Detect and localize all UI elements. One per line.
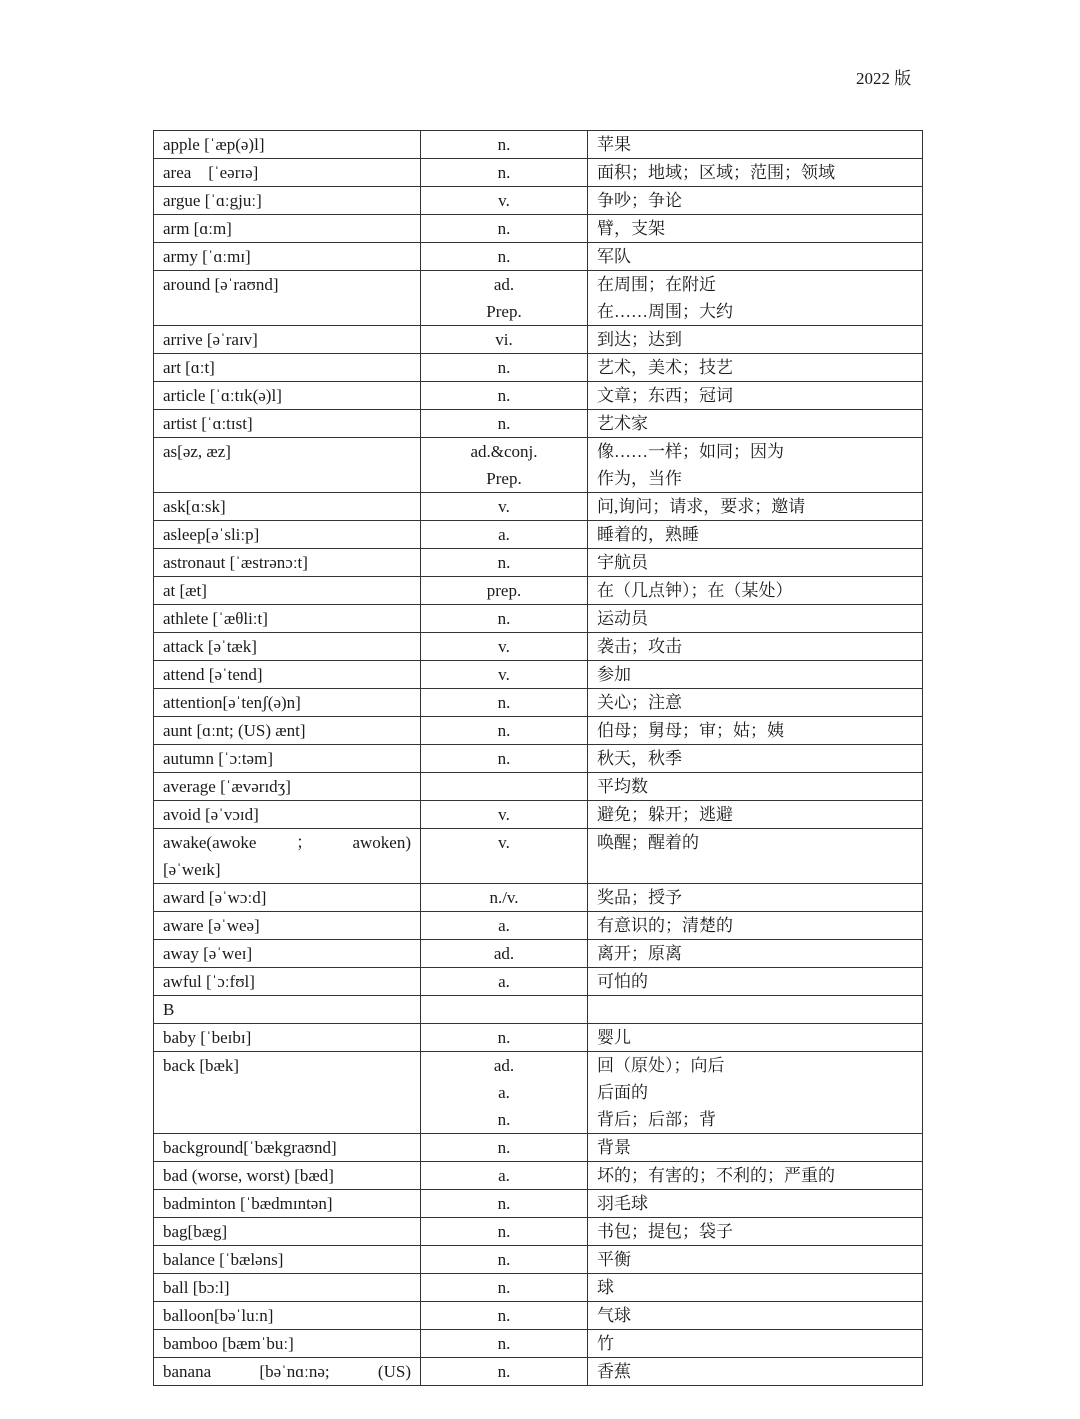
part-of-speech: v. bbox=[498, 665, 510, 684]
word-cell bbox=[154, 159, 421, 187]
word-cell bbox=[154, 382, 421, 410]
part-of-speech-cell bbox=[421, 1134, 588, 1162]
part-of-speech-cell bbox=[421, 1358, 588, 1386]
word-cell bbox=[154, 243, 421, 271]
part-of-speech: Prep. bbox=[486, 302, 522, 321]
word-text: art [ɑːt] bbox=[163, 358, 215, 377]
meaning-cell bbox=[588, 884, 923, 912]
word-line bbox=[163, 1358, 411, 1385]
meaning-text: 艺术家 bbox=[597, 414, 648, 433]
table-row bbox=[154, 745, 923, 773]
word-cell bbox=[154, 912, 421, 940]
vocabulary-table bbox=[153, 130, 923, 1386]
table-row bbox=[154, 1190, 923, 1218]
meaning-cell bbox=[588, 912, 923, 940]
table-row bbox=[154, 912, 923, 940]
part-of-speech-cell bbox=[421, 410, 588, 438]
word-text: back [bæk] bbox=[163, 1056, 240, 1075]
table-row bbox=[154, 689, 923, 717]
table-row bbox=[154, 1358, 923, 1386]
part-of-speech-cell bbox=[421, 549, 588, 577]
meaning-cell bbox=[588, 829, 923, 884]
word-text: artist [ˈɑːtɪst] bbox=[163, 414, 253, 433]
word-text: attend [əˈtend] bbox=[163, 665, 263, 684]
word-text: bad (worse, worst) [bæd] bbox=[163, 1166, 334, 1185]
word-text: around [əˈraʊnd] bbox=[163, 275, 279, 294]
table-row bbox=[154, 215, 923, 243]
table-row bbox=[154, 243, 923, 271]
meaning-cell bbox=[588, 493, 923, 521]
word-text: at [æt] bbox=[163, 581, 207, 600]
meaning-text: 回（原处）；向后 bbox=[597, 1056, 725, 1075]
part-of-speech-cell bbox=[421, 1052, 588, 1134]
table-row bbox=[154, 801, 923, 829]
meaning-cell bbox=[588, 271, 923, 326]
meaning-cell bbox=[588, 1052, 923, 1134]
word-cell bbox=[154, 131, 421, 159]
word-text: [bəˈnɑːnə; bbox=[259, 1362, 330, 1381]
meaning-cell bbox=[588, 1134, 923, 1162]
meaning-text: 离开；原离 bbox=[597, 944, 682, 963]
table-row bbox=[154, 521, 923, 549]
part-of-speech-cell bbox=[421, 354, 588, 382]
meaning-cell bbox=[588, 187, 923, 215]
part-of-speech: v. bbox=[498, 637, 510, 656]
table-row bbox=[154, 1162, 923, 1190]
part-of-speech-cell bbox=[421, 717, 588, 745]
meaning-text: 关心；注意 bbox=[597, 693, 682, 712]
word-text: (US) bbox=[377, 1362, 411, 1381]
word-text: argue [ˈɑːgjuː] bbox=[163, 191, 262, 210]
table-row bbox=[154, 549, 923, 577]
table-row bbox=[154, 577, 923, 605]
part-of-speech: n. bbox=[497, 135, 511, 154]
part-of-speech-cell bbox=[421, 187, 588, 215]
meaning-text: 参加 bbox=[597, 665, 631, 684]
word-text: area [ˈeərɪə] bbox=[163, 163, 259, 182]
part-of-speech: n. bbox=[497, 1028, 511, 1047]
table-row bbox=[154, 382, 923, 410]
part-of-speech-cell bbox=[421, 633, 588, 661]
part-of-speech: n. bbox=[497, 1334, 511, 1353]
table-row bbox=[154, 271, 923, 326]
word-text: balloon[bəˈluːn] bbox=[163, 1306, 274, 1325]
part-of-speech-cell bbox=[421, 1274, 588, 1302]
part-of-speech: ad.&conj. bbox=[470, 442, 538, 461]
word-text: B bbox=[163, 1000, 175, 1019]
word-cell bbox=[154, 1218, 421, 1246]
table-row bbox=[154, 159, 923, 187]
word-cell bbox=[154, 187, 421, 215]
part-of-speech-cell bbox=[421, 438, 588, 493]
word-text: [əˈweɪk] bbox=[163, 860, 221, 879]
word-text: ball [bɔːl] bbox=[163, 1278, 230, 1297]
table-row bbox=[154, 410, 923, 438]
table-row bbox=[154, 354, 923, 382]
meaning-cell bbox=[588, 717, 923, 745]
meaning-text: 到达；达到 bbox=[597, 330, 682, 349]
part-of-speech: n. bbox=[497, 1222, 511, 1241]
part-of-speech: n. bbox=[497, 553, 511, 572]
word-cell bbox=[154, 271, 421, 326]
word-text: as[əz, æz] bbox=[163, 442, 231, 461]
word-cell bbox=[154, 801, 421, 829]
word-cell bbox=[154, 661, 421, 689]
table-row bbox=[154, 1134, 923, 1162]
table-row bbox=[154, 773, 923, 801]
word-cell bbox=[154, 549, 421, 577]
meaning-text: 背后；后部；背 bbox=[597, 1110, 716, 1129]
meaning-text: 像……一样；如同；因为 bbox=[597, 442, 784, 461]
meaning-cell bbox=[588, 215, 923, 243]
meaning-cell bbox=[588, 243, 923, 271]
part-of-speech-cell bbox=[421, 493, 588, 521]
meaning-text: 球 bbox=[597, 1278, 614, 1297]
word-cell bbox=[154, 1274, 421, 1302]
part-of-speech: a. bbox=[498, 525, 510, 544]
meaning-cell bbox=[588, 745, 923, 773]
part-of-speech: a. bbox=[498, 916, 510, 935]
word-text: aunt [ɑːnt; (US) ænt] bbox=[163, 721, 306, 740]
meaning-cell bbox=[588, 633, 923, 661]
meaning-text: 婴儿 bbox=[597, 1028, 631, 1047]
part-of-speech-cell bbox=[421, 1162, 588, 1190]
word-cell bbox=[154, 773, 421, 801]
meaning-text: 香蕉 bbox=[597, 1362, 631, 1381]
part-of-speech-cell bbox=[421, 577, 588, 605]
meaning-cell bbox=[588, 605, 923, 633]
word-text: attention[əˈtenʃ(ə)n] bbox=[163, 693, 301, 712]
part-of-speech-cell bbox=[421, 1218, 588, 1246]
meaning-text: 平衡 bbox=[597, 1250, 631, 1269]
part-of-speech-cell bbox=[421, 159, 588, 187]
meaning-cell bbox=[588, 131, 923, 159]
part-of-speech: n. bbox=[497, 1278, 511, 1297]
meaning-text: 坏的；有害的；不利的；严重的 bbox=[597, 1166, 835, 1185]
part-of-speech: n. bbox=[497, 1362, 511, 1381]
meaning-cell bbox=[588, 438, 923, 493]
word-text: arrive [əˈraɪv] bbox=[163, 330, 258, 349]
word-text: ； bbox=[295, 833, 313, 852]
part-of-speech: n. bbox=[497, 1306, 511, 1325]
part-of-speech-cell bbox=[421, 829, 588, 884]
meaning-cell bbox=[588, 1302, 923, 1330]
word-cell bbox=[154, 1330, 421, 1358]
meaning-text: 平均数 bbox=[597, 777, 648, 796]
word-text: ask[ɑːsk] bbox=[163, 497, 226, 516]
part-of-speech: n. bbox=[497, 163, 511, 182]
part-of-speech-cell bbox=[421, 912, 588, 940]
meaning-cell bbox=[588, 577, 923, 605]
part-of-speech: n. bbox=[497, 693, 511, 712]
table-row bbox=[154, 1052, 923, 1134]
word-text: aware [əˈweə] bbox=[163, 916, 260, 935]
word-cell bbox=[154, 1190, 421, 1218]
meaning-text: 在（几点钟）；在（某处） bbox=[597, 581, 793, 600]
meaning-text: 运动员 bbox=[597, 609, 648, 628]
table-row bbox=[154, 1330, 923, 1358]
part-of-speech: ad. bbox=[493, 1056, 515, 1075]
meaning-cell bbox=[588, 661, 923, 689]
meaning-text: 后面的 bbox=[597, 1083, 648, 1102]
part-of-speech: v. bbox=[498, 805, 510, 824]
meaning-text: 书包；提包；袋子 bbox=[597, 1222, 733, 1241]
word-cell bbox=[154, 1302, 421, 1330]
word-cell bbox=[154, 605, 421, 633]
part-of-speech: n. bbox=[497, 1194, 511, 1213]
part-of-speech-cell bbox=[421, 773, 588, 801]
word-text: apple [ˈæp(ə)l] bbox=[163, 135, 265, 154]
part-of-speech: v. bbox=[498, 833, 510, 852]
part-of-speech: Prep. bbox=[486, 469, 522, 488]
part-of-speech-cell bbox=[421, 521, 588, 549]
table-row bbox=[154, 968, 923, 996]
part-of-speech bbox=[430, 773, 578, 800]
part-of-speech: ad. bbox=[493, 944, 515, 963]
word-cell bbox=[154, 745, 421, 773]
word-text: bag[bæg] bbox=[163, 1222, 228, 1241]
meaning-text: 臂，支架 bbox=[597, 219, 665, 238]
part-of-speech: a. bbox=[498, 1166, 510, 1185]
part-of-speech: n. bbox=[497, 749, 511, 768]
part-of-speech-cell bbox=[421, 745, 588, 773]
meaning-cell bbox=[588, 410, 923, 438]
table-row bbox=[154, 717, 923, 745]
word-text: baby [ˈbeɪbɪ] bbox=[163, 1028, 252, 1047]
meaning-cell bbox=[588, 1190, 923, 1218]
word-cell bbox=[154, 689, 421, 717]
meaning-text: 在周围；在附近 bbox=[597, 275, 716, 294]
table-row bbox=[154, 996, 923, 1024]
word-cell bbox=[154, 940, 421, 968]
meaning-text bbox=[597, 996, 913, 1023]
meaning-text: 文章；东西；冠词 bbox=[597, 386, 733, 405]
meaning-cell bbox=[588, 354, 923, 382]
table-row bbox=[154, 1302, 923, 1330]
meaning-cell bbox=[588, 801, 923, 829]
meaning-text: 军队 bbox=[597, 247, 631, 266]
part-of-speech: n. bbox=[497, 609, 511, 628]
meaning-text: 秋天，秋季 bbox=[597, 749, 682, 768]
word-text: average [ˈævərɪdʒ] bbox=[163, 777, 291, 796]
meaning-text: 有意识的；清楚的 bbox=[597, 916, 733, 935]
word-text: attack [əˈtæk] bbox=[163, 637, 257, 656]
meaning-cell bbox=[588, 1330, 923, 1358]
meaning-text: 问,询问；请求，要求；邀请 bbox=[597, 497, 806, 516]
meaning-text: 伯母；舅母；审；姑；姨 bbox=[597, 721, 784, 740]
table-row bbox=[154, 1246, 923, 1274]
meaning-text: 苹果 bbox=[597, 135, 631, 154]
part-of-speech-cell bbox=[421, 382, 588, 410]
word-text: bamboo [bæmˈbuː] bbox=[163, 1334, 294, 1353]
table-row bbox=[154, 493, 923, 521]
word-text: athlete [ˈæθliːt] bbox=[163, 609, 268, 628]
word-text: away [əˈweɪ] bbox=[163, 944, 253, 963]
part-of-speech-cell bbox=[421, 1302, 588, 1330]
word-cell bbox=[154, 968, 421, 996]
meaning-cell bbox=[588, 996, 923, 1024]
table-row bbox=[154, 884, 923, 912]
part-of-speech: n. bbox=[497, 247, 511, 266]
meaning-text: 气球 bbox=[597, 1306, 631, 1325]
part-of-speech: n. bbox=[497, 358, 511, 377]
table-row bbox=[154, 187, 923, 215]
word-text: awful [ˈɔːfʊl] bbox=[163, 972, 255, 991]
meaning-cell bbox=[588, 159, 923, 187]
word-text: asleep[əˈsliːp] bbox=[163, 525, 260, 544]
table-row bbox=[154, 633, 923, 661]
part-of-speech-cell bbox=[421, 131, 588, 159]
part-of-speech-cell bbox=[421, 271, 588, 326]
meaning-cell bbox=[588, 1274, 923, 1302]
part-of-speech: n. bbox=[497, 1250, 511, 1269]
part-of-speech-cell bbox=[421, 661, 588, 689]
word-cell bbox=[154, 633, 421, 661]
meaning-cell bbox=[588, 773, 923, 801]
part-of-speech: n. bbox=[497, 721, 511, 740]
table-row bbox=[154, 326, 923, 354]
meaning-cell bbox=[588, 326, 923, 354]
word-cell bbox=[154, 521, 421, 549]
part-of-speech: prep. bbox=[486, 581, 522, 600]
part-of-speech-cell bbox=[421, 1024, 588, 1052]
part-of-speech: n. bbox=[497, 219, 511, 238]
part-of-speech: vi. bbox=[495, 330, 513, 349]
meaning-text: 背景 bbox=[597, 1138, 631, 1157]
part-of-speech-cell bbox=[421, 243, 588, 271]
word-cell bbox=[154, 410, 421, 438]
word-cell bbox=[154, 438, 421, 493]
part-of-speech-cell bbox=[421, 689, 588, 717]
word-text: banana bbox=[163, 1362, 212, 1381]
word-cell bbox=[154, 577, 421, 605]
part-of-speech bbox=[430, 996, 578, 1023]
table-row bbox=[154, 661, 923, 689]
word-cell bbox=[154, 1246, 421, 1274]
word-line bbox=[163, 829, 411, 856]
meaning-text: 在……周围；大约 bbox=[597, 302, 733, 321]
meaning-cell bbox=[588, 968, 923, 996]
table-row bbox=[154, 940, 923, 968]
part-of-speech-cell bbox=[421, 1246, 588, 1274]
meaning-cell bbox=[588, 940, 923, 968]
part-of-speech-cell bbox=[421, 884, 588, 912]
meaning-text: 袭击；攻击 bbox=[597, 637, 682, 656]
meaning-text: 睡着的，熟睡 bbox=[597, 525, 699, 544]
meaning-text: 作为，当作 bbox=[597, 469, 682, 488]
word-cell bbox=[154, 717, 421, 745]
meaning-text: 奖品；授予 bbox=[597, 888, 682, 907]
part-of-speech: n. bbox=[497, 1110, 511, 1129]
table-row bbox=[154, 1218, 923, 1246]
meaning-text: 避免；躲开；逃避 bbox=[597, 805, 733, 824]
word-cell bbox=[154, 1052, 421, 1134]
word-text: awake(awoke bbox=[163, 833, 257, 852]
meaning-text: 面积；地域；区域；范围；领域 bbox=[597, 163, 835, 182]
table-row bbox=[154, 829, 923, 884]
part-of-speech-cell bbox=[421, 605, 588, 633]
part-of-speech-cell bbox=[421, 1330, 588, 1358]
meaning-cell bbox=[588, 1162, 923, 1190]
table-row bbox=[154, 438, 923, 493]
meaning-cell bbox=[588, 1358, 923, 1386]
part-of-speech-cell bbox=[421, 968, 588, 996]
part-of-speech: n./v. bbox=[489, 888, 519, 907]
part-of-speech: v. bbox=[498, 497, 510, 516]
word-text: awoken) bbox=[352, 833, 411, 852]
word-cell bbox=[154, 1358, 421, 1386]
meaning-text: 羽毛球 bbox=[597, 1194, 648, 1213]
word-cell bbox=[154, 493, 421, 521]
part-of-speech: n. bbox=[497, 386, 511, 405]
part-of-speech: ad. bbox=[493, 275, 515, 294]
word-cell bbox=[154, 1024, 421, 1052]
meaning-cell bbox=[588, 689, 923, 717]
word-text: arm [ɑːm] bbox=[163, 219, 232, 238]
word-text: army [ˈɑːmɪ] bbox=[163, 247, 251, 266]
word-cell bbox=[154, 326, 421, 354]
word-cell bbox=[154, 829, 421, 884]
table-row bbox=[154, 1274, 923, 1302]
meaning-text: 争吵；争论 bbox=[597, 191, 682, 210]
word-text: background[ˈbækgraʊnd] bbox=[163, 1138, 337, 1157]
part-of-speech-cell bbox=[421, 215, 588, 243]
word-cell bbox=[154, 884, 421, 912]
meaning-cell bbox=[588, 1024, 923, 1052]
word-text: article [ˈɑːtɪk(ə)l] bbox=[163, 386, 282, 405]
part-of-speech-cell bbox=[421, 996, 588, 1024]
word-text: award [əˈwɔːd] bbox=[163, 888, 267, 907]
part-of-speech: a. bbox=[498, 972, 510, 991]
word-cell bbox=[154, 354, 421, 382]
part-of-speech-cell bbox=[421, 1190, 588, 1218]
table-row bbox=[154, 605, 923, 633]
word-line bbox=[163, 856, 411, 883]
part-of-speech: n. bbox=[497, 1138, 511, 1157]
part-of-speech: n. bbox=[497, 414, 511, 433]
part-of-speech-cell bbox=[421, 801, 588, 829]
table-row bbox=[154, 1024, 923, 1052]
part-of-speech: a. bbox=[498, 1083, 510, 1102]
part-of-speech: v. bbox=[498, 191, 510, 210]
word-text: avoid [əˈvɔɪd] bbox=[163, 805, 259, 824]
part-of-speech-cell bbox=[421, 940, 588, 968]
meaning-cell bbox=[588, 549, 923, 577]
meaning-text: 宇航员 bbox=[597, 553, 648, 572]
meaning-cell bbox=[588, 1218, 923, 1246]
word-cell bbox=[154, 1134, 421, 1162]
meaning-cell bbox=[588, 521, 923, 549]
word-cell bbox=[154, 215, 421, 243]
word-text: autumn [ˈɔːtəm] bbox=[163, 749, 273, 768]
meaning-text: 竹 bbox=[597, 1334, 614, 1353]
part-of-speech-cell bbox=[421, 326, 588, 354]
word-text: badminton [ˈbædmɪntən] bbox=[163, 1194, 333, 1213]
word-text: astronaut [ˈæstrənɔːt] bbox=[163, 553, 308, 572]
meaning-text: 可怕的 bbox=[597, 972, 648, 991]
table-row bbox=[154, 131, 923, 159]
word-cell bbox=[154, 996, 421, 1024]
meaning-cell bbox=[588, 382, 923, 410]
meaning-text: 唤醒；醒着的 bbox=[597, 833, 699, 852]
edition-label: 2022 版 bbox=[856, 69, 912, 88]
word-text: balance [ˈbæləns] bbox=[163, 1250, 284, 1269]
meaning-cell bbox=[588, 1246, 923, 1274]
word-cell bbox=[154, 1162, 421, 1190]
meaning-text: 艺术，美术；技艺 bbox=[597, 358, 733, 377]
